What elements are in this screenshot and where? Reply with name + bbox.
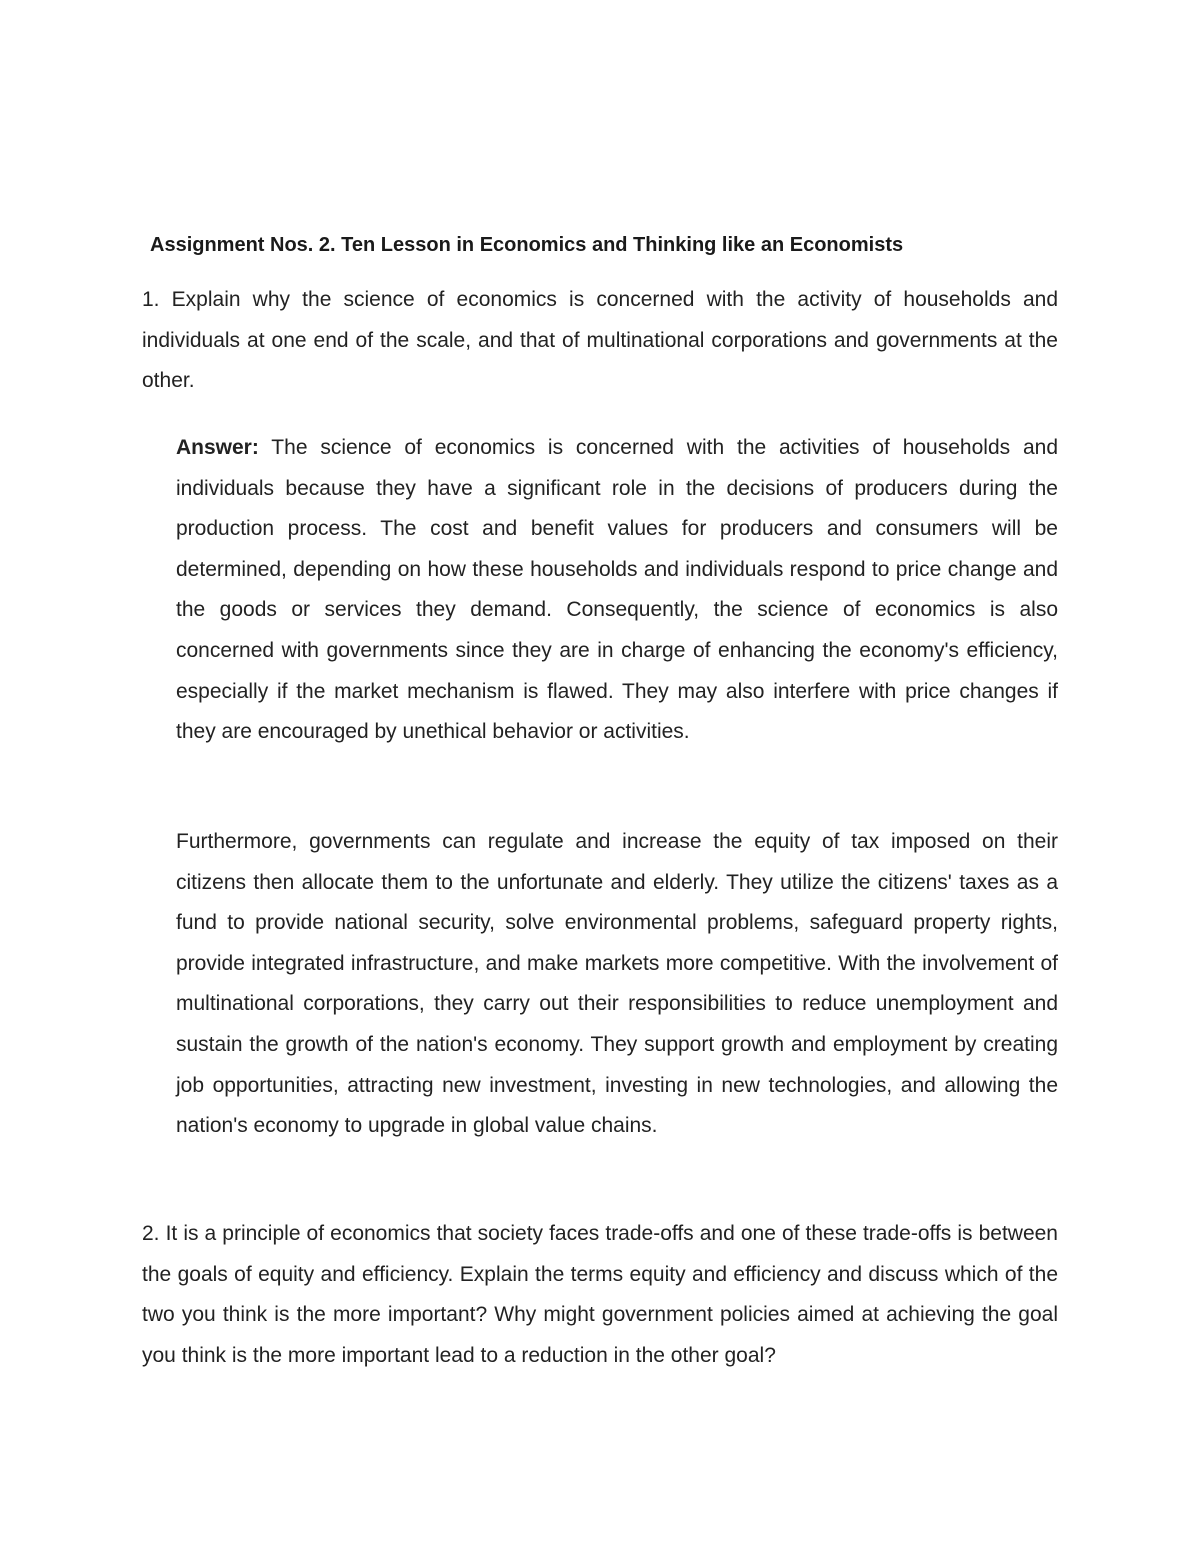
answer-1-paragraph-2: Furthermore, governments can regulate and increase the equity of tax imposed on their citizens then allocate them to the unfortunate and elderly. They utilize the citizens' taxes as a fund to provide national security, solve environmental problems, safeguard property rights, provide integrated infrastructure, and make markets more competitive. With the involvement of multinational corporations, they carry out their responsibilities to reduce unemployment and sustain the growth of the nation's economy. They support growth and employment by creating job opportunities, attracting new investment, investing in new technologies, and allowing the nation's economy to upgrade in global value chains. [176,830,1058,1138]
answer-1-text: The science of economics is concerned with the activities of households and individuals because they have a significant role in the decisions of producers during the production process. The cost and benefit values for producers and consumers will be determined, depending on how these households and individuals respond to price change and the goods or services they demand. Consequently, the science of economics is also concerned with governments since they are in charge of enhancing the economy's efficiency, especially if the market mechanism is flawed. They may also interfere with price changes if they are encouraged by unethical behavior or activities. [176,436,1058,744]
document-title: Assignment Nos. 2. Ten Lesson in Economics and Thinking like an Economists [150,234,904,256]
question-2: 2. It is a principle of economics that society faces trade-offs and one of these trade-offs is between the goals of equity and efficiency. Explain the terms equity and efficiency and discuss which of the two you think is the more important? Why might government policies aimed at achieving the goal you think is the more important lead to a reduction in the other goal? [142,1222,1058,1367]
answer-label: Answer: [176,436,259,459]
answer-1-paragraph-1 [176,428,1058,753]
question-1: 1. Explain why the science of economics is concerned with the activity of households and individuals at one end of the scale, and that of multinational corporations and governments at the other. [142,288,1058,393]
